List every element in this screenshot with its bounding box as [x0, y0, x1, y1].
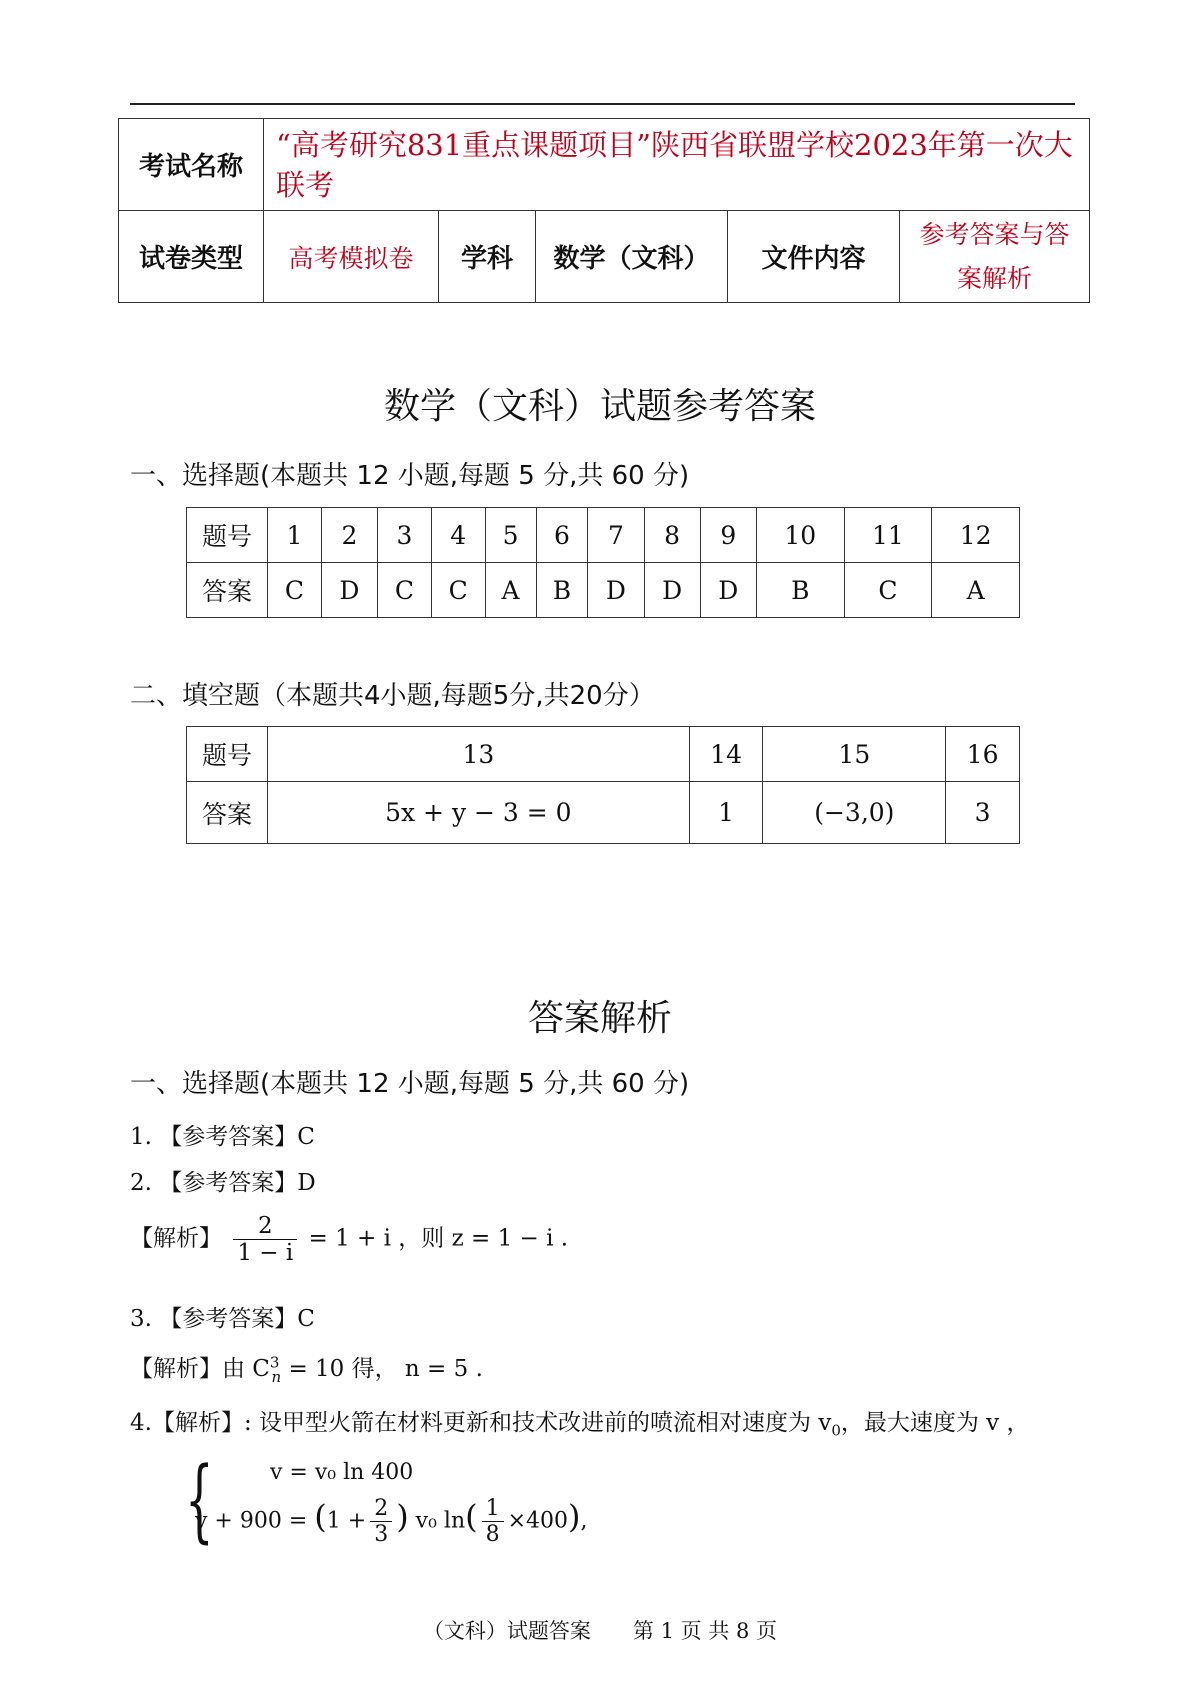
question-number-cell: 6: [536, 508, 588, 563]
question-number-cell: 5: [485, 508, 536, 563]
answer-cell: 3: [946, 782, 1020, 844]
q3-answer: 3. 【参考答案】C: [130, 1306, 315, 1332]
page-title: 数学（文科）试题参考答案: [383, 386, 816, 427]
eq2-frac: [370, 1496, 392, 1547]
eq2-frac-den: 3: [374, 1522, 389, 1547]
q2-fraction-den: 1 − i: [237, 1240, 294, 1266]
question-number-cell: 4: [431, 508, 485, 563]
q3-analysis: [130, 1350, 483, 1386]
answer-cell: D: [588, 563, 644, 618]
exam-name: “高考研究831重点课题项目”陕西省联盟学校2023年第一次大联考: [264, 119, 1090, 211]
q3-sub: n: [271, 1367, 282, 1386]
question-number-cell: 9: [700, 508, 756, 563]
equation-1: v = v₀ ln 400: [270, 1460, 414, 1485]
question-number-cell: 3: [378, 508, 432, 563]
fill-answer-table: [186, 726, 1020, 844]
q4-analysis: [130, 1404, 1029, 1440]
answer-cell: 1: [689, 782, 763, 844]
choice-answer-table: [186, 507, 1020, 618]
q3-text: 【解析】由 C: [130, 1356, 270, 1382]
question-number-cell: 14: [689, 727, 763, 782]
answer-cell: C: [844, 563, 932, 618]
analysis-heading: 一、选择题(本题共 12 小题,每题 5 分,共 60 分): [130, 1069, 690, 1099]
answer-cell: D: [644, 563, 700, 618]
row-label-number: 题号: [187, 727, 268, 782]
q2-fraction: [233, 1213, 297, 1266]
paren-open: (: [314, 1497, 327, 1536]
question-number-cell: 2: [321, 508, 377, 563]
content-label: 文件内容: [728, 211, 900, 303]
eq2-mid: v₀ ln: [408, 1508, 466, 1534]
q4-sub: 0: [831, 1421, 841, 1440]
equation-2: v + 900 = (1 + $\frac{2}{3}$ ) v₀ ln( $\frac{1}{8}$ ×400),: [195, 1496, 588, 1547]
answer-cell: D: [700, 563, 756, 618]
answer-cell: A: [485, 563, 536, 618]
paren-open-2: (: [465, 1497, 478, 1536]
eq2-frac2-den: 8: [485, 1522, 500, 1547]
question-number-cell: 13: [268, 727, 690, 782]
question-number-cell: 15: [763, 727, 946, 782]
row-label-number: 题号: [187, 508, 268, 563]
q4-text: 4.【解析】: 设甲型火箭在材料更新和技术改进前的喷流相对速度为 v: [130, 1410, 832, 1436]
q2-rest: = 1 + i ，则 z = 1 − i .: [308, 1225, 569, 1252]
exam-name-label: 考试名称: [119, 119, 264, 211]
question-number-cell: 11: [844, 508, 932, 563]
eq2-frac2: [482, 1496, 504, 1547]
paren-close: ): [396, 1497, 409, 1536]
top-rule: [130, 103, 1075, 105]
answer-cell: 5x + y − 3 = 0: [268, 782, 690, 844]
question-number-cell: 16: [946, 727, 1020, 782]
section2-heading: 二、填空题（本题共4小题,每题5分,共20分）: [130, 681, 655, 711]
eq2-frac-num: 2: [370, 1496, 392, 1522]
answer-cell: C: [268, 563, 322, 618]
answer-cell: A: [932, 563, 1020, 618]
q2-analysis: [130, 1213, 568, 1266]
answer-cell: C: [431, 563, 485, 618]
question-number-cell: 12: [932, 508, 1020, 563]
system-brace: {: [185, 1448, 214, 1553]
paren-close-2: ): [568, 1497, 581, 1536]
row-label-answer: 答案: [187, 563, 268, 618]
paper-type: 高考模拟卷: [264, 211, 439, 303]
answer-cell: B: [536, 563, 588, 618]
q2-fraction-num: 2: [233, 1213, 297, 1240]
paper-type-label: 试卷类型: [119, 211, 264, 303]
subject: 数学（文科）: [536, 211, 728, 303]
q4-rest: ，最大速度为 v ，: [840, 1410, 1030, 1436]
eq2-left: v + 900 =: [195, 1508, 315, 1534]
eq2-right: ×400: [507, 1508, 569, 1534]
eq2-frac2-num: 1: [482, 1496, 504, 1522]
answer-cell: B: [756, 563, 844, 618]
q1-answer: 1. 【参考答案】C: [130, 1124, 315, 1150]
content: 参考答案与答案解析: [900, 211, 1090, 303]
analysis-title: 答案解析: [527, 998, 672, 1039]
exam-info-table: [118, 118, 1090, 303]
answer-cell: D: [321, 563, 377, 618]
q2-label: 【解析】: [130, 1225, 222, 1252]
subject-label: 学科: [439, 211, 536, 303]
page-footer: （文科）试题答案 第 1 页 共 8 页: [422, 1619, 778, 1643]
row-label-answer: 答案: [187, 782, 268, 844]
question-number-cell: 7: [588, 508, 644, 563]
q3-sup: 3: [269, 1353, 280, 1372]
question-number-cell: 8: [644, 508, 700, 563]
question-number-cell: 1: [268, 508, 322, 563]
q2-answer: 2. 【参考答案】D: [130, 1170, 316, 1196]
answer-cell: (−3,0): [763, 782, 946, 844]
q3-rest: = 10 得， n = 5 .: [281, 1356, 483, 1382]
section1-heading: 一、选择题(本题共 12 小题,每题 5 分,共 60 分): [130, 461, 690, 491]
question-number-cell: 10: [756, 508, 844, 563]
answer-cell: C: [378, 563, 432, 618]
